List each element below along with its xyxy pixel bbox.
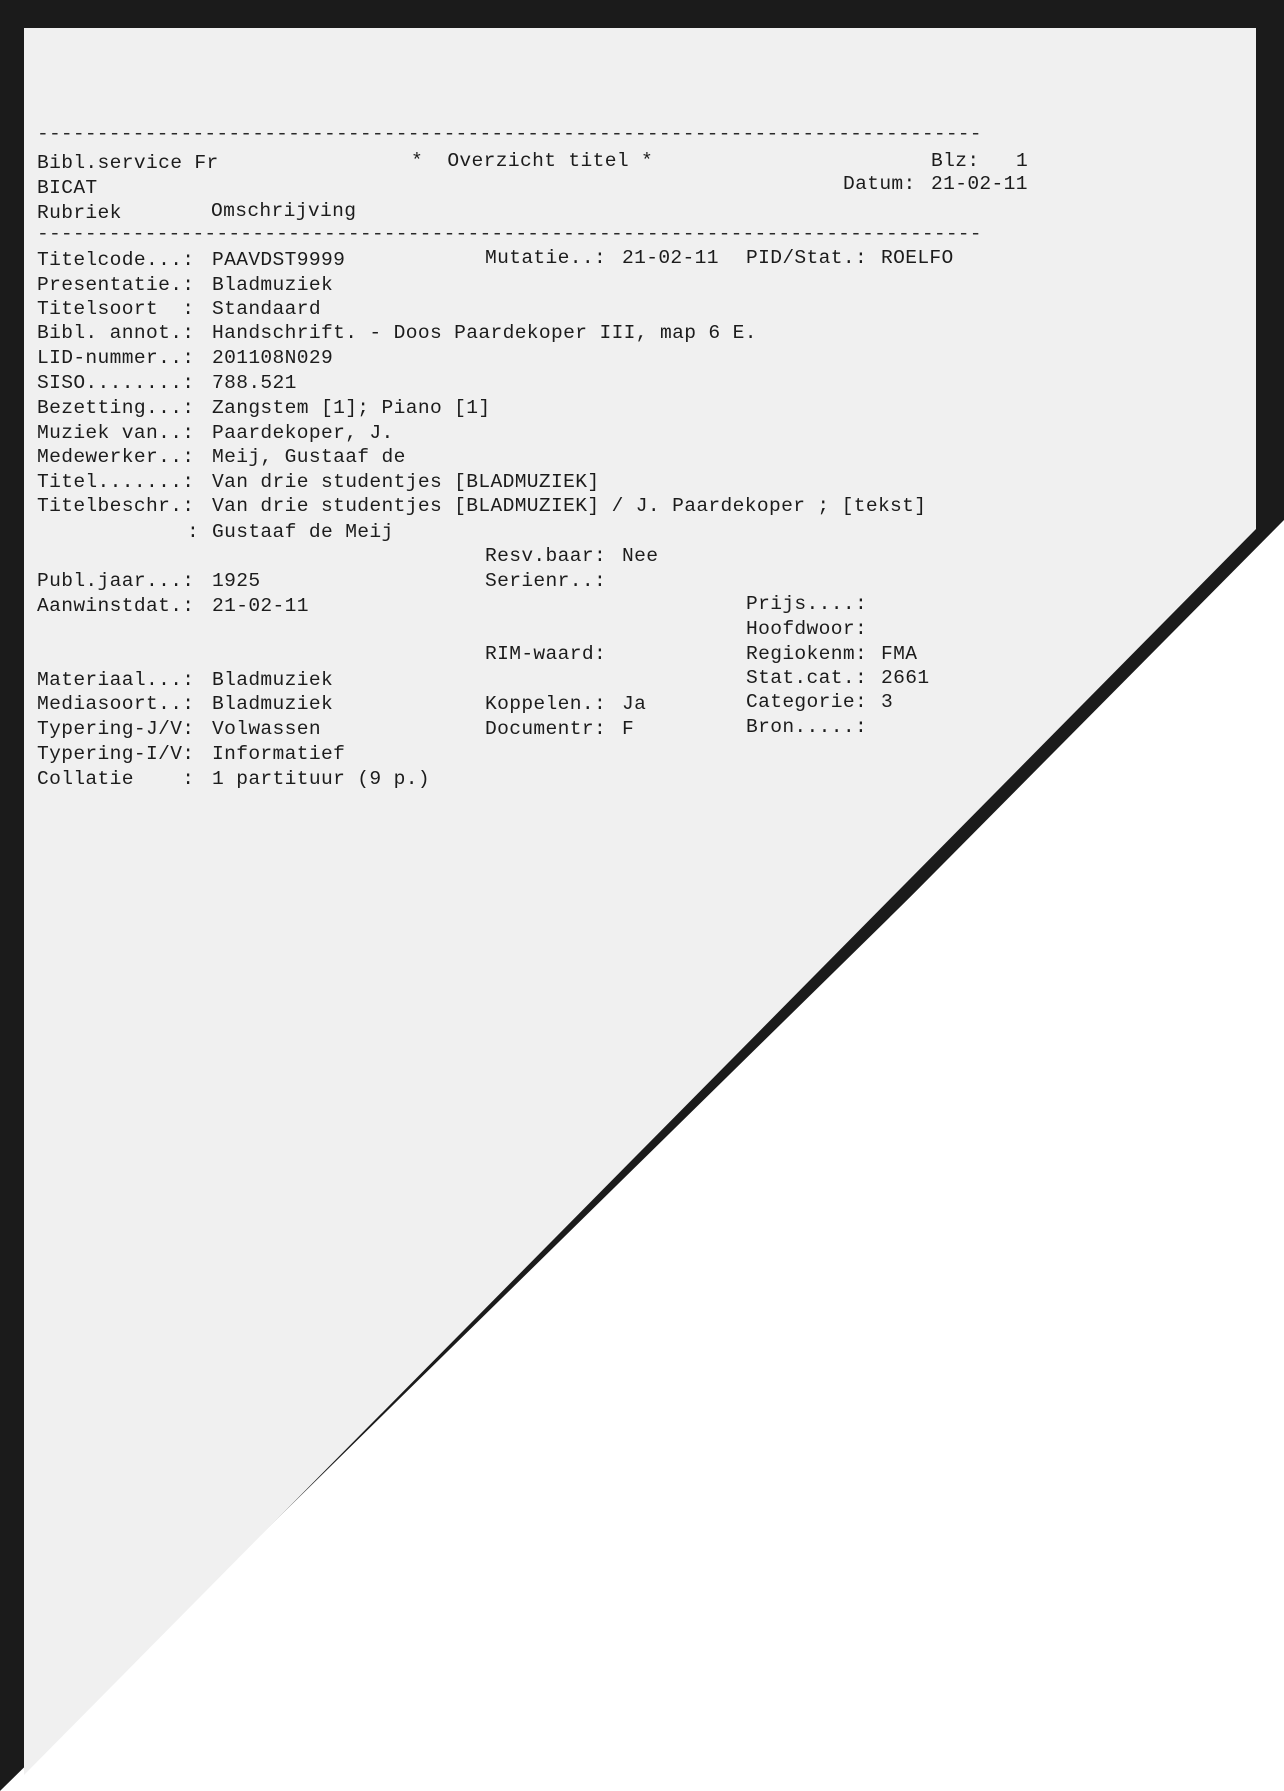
aanwinst-value: 21-02-11	[212, 595, 309, 617]
bezetting-label: Bezetting...:	[37, 397, 195, 419]
rule-bottom: -------------------------------------------------------------------------------	[37, 223, 982, 245]
siso-label: SISO........:	[37, 372, 195, 394]
system-name: BICAT	[37, 177, 98, 199]
siso-value: 788.521	[212, 372, 297, 394]
typeringjv-value: Volwassen	[212, 718, 321, 740]
page-label: Blz:	[931, 150, 980, 172]
mutatie-label: Mutatie..:	[485, 247, 607, 269]
lid-value: 201108N029	[212, 347, 334, 369]
titelbeschr-value: Van drie studentjes [BLADMUZIEK] / J. Paardekoper ; [tekst]	[212, 495, 927, 517]
medewerker-value: Meij, Gustaaf de	[212, 446, 406, 468]
pidstat-value: ROELFO	[881, 247, 954, 269]
bron-label: Bron.....:	[746, 716, 868, 738]
titelcode-label: Titelcode...:	[37, 249, 195, 271]
report-title: * Overzicht titel *	[411, 150, 654, 172]
typeringjv-label: Typering-J/V:	[37, 718, 195, 740]
categorie-value: 3	[881, 691, 894, 713]
regio-label: Regiokenm:	[746, 643, 868, 665]
column-rubriek: Rubriek	[37, 202, 122, 224]
resv-label: Resv.baar:	[485, 545, 607, 567]
page-number: 1	[1016, 150, 1029, 172]
titelbeschr-label: Titelbeschr.:	[37, 495, 195, 517]
bezetting-value: Zangstem [1]; Piano [1]	[212, 397, 491, 419]
koppelen-label: Koppelen.:	[485, 693, 607, 715]
titel-label: Titel.......:	[37, 471, 195, 493]
titel-value: Van drie studentjes [BLADMUZIEK]	[212, 471, 600, 493]
categorie-label: Categorie:	[746, 691, 868, 713]
materiaal-value: Bladmuziek	[212, 669, 334, 691]
publjaar-value: 1925	[212, 570, 261, 592]
typeringiv-value: Informatief	[212, 743, 346, 765]
titelcode-value: PAAVDST9999	[212, 249, 346, 271]
prijs-label: Prijs....:	[746, 593, 868, 615]
presentatie-label: Presentatie.:	[37, 274, 195, 296]
collatie-label: Collatie :	[37, 768, 195, 790]
mutatie-value: 21-02-11	[622, 247, 719, 269]
resv-value: Nee	[622, 545, 659, 567]
date-label: Datum:	[843, 173, 916, 195]
titelbeschr-cont-label: :	[187, 521, 200, 543]
date-value: 21-02-11	[931, 173, 1028, 195]
pidstat-label: PID/Stat.:	[746, 247, 868, 269]
service-name: Bibl.service Fr	[37, 152, 219, 174]
titelsoort-label: Titelsoort :	[37, 298, 195, 320]
materiaal-label: Materiaal...:	[37, 669, 195, 691]
collatie-value: 1 partituur (9 p.)	[212, 768, 430, 790]
annot-value: Handschrift. - Doos Paardekoper III, map 6 E.	[212, 322, 757, 344]
titelsoort-value: Standaard	[212, 298, 321, 320]
typeringiv-label: Typering-I/V:	[37, 743, 195, 765]
hoofdwoor-label: Hoofdwoor:	[746, 618, 868, 640]
rule-top: -------------------------------------------------------------------------------	[37, 123, 982, 145]
statcat-label: Stat.cat.:	[746, 667, 868, 689]
koppelen-value: Ja	[622, 693, 647, 715]
statcat-value: 2661	[881, 667, 930, 689]
aanwinst-label: Aanwinstdat.:	[37, 595, 195, 617]
mediasoort-value: Bladmuziek	[212, 693, 334, 715]
documentr-label: Documentr:	[485, 718, 607, 740]
lid-label: LID-nummer..:	[37, 347, 195, 369]
regio-value: FMA	[881, 643, 918, 665]
medewerker-label: Medewerker..:	[37, 446, 195, 468]
column-omschrijving: Omschrijving	[211, 200, 357, 222]
publjaar-label: Publ.jaar...:	[37, 570, 195, 592]
muziek-label: Muziek van..:	[37, 422, 195, 444]
mediasoort-label: Mediasoort..:	[37, 693, 195, 715]
documentr-value: F	[622, 718, 635, 740]
annot-label: Bibl. annot.:	[37, 322, 195, 344]
presentatie-value: Bladmuziek	[212, 274, 334, 296]
muziek-value: Paardekoper, J.	[212, 422, 394, 444]
rim-label: RIM-waard:	[485, 643, 607, 665]
titelbeschr-cont-value: Gustaaf de Meij	[212, 521, 394, 543]
serienr-label: Serienr..:	[485, 570, 607, 592]
